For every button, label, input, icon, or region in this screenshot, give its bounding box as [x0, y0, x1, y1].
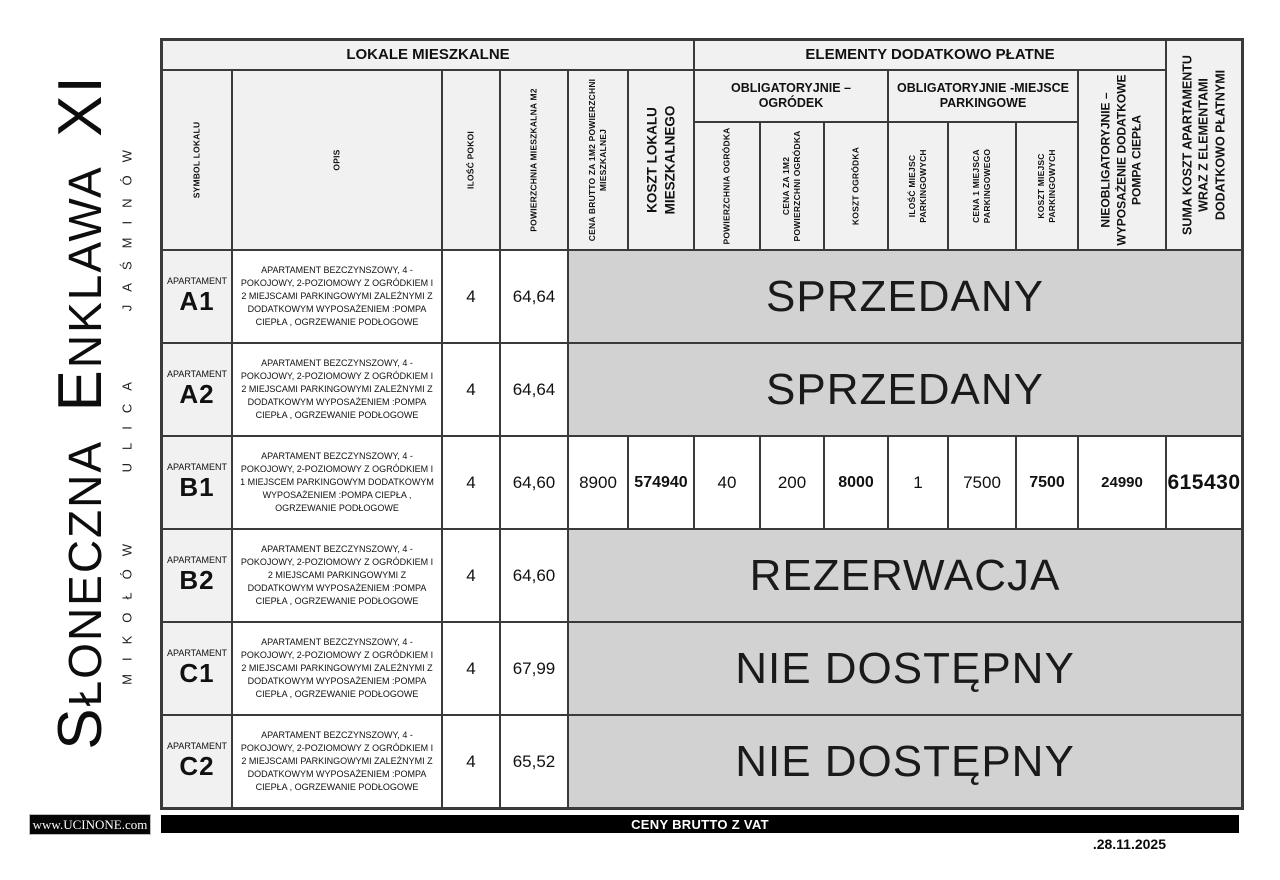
- row-B1-parking-price: 7500: [948, 436, 1016, 529]
- row-B1-garden-price-m2: 200: [760, 436, 824, 529]
- col-header-koszt-lokalu: [628, 70, 694, 250]
- col-header-symbol-label: SYMBOL LOKALU: [191, 121, 202, 199]
- row-B1-description: APARTAMENT BEZCZYNSZOWY, 4 - POKOJOWY, 2-POZIOMOWY Z OGRÓDKIEM I 1 MIEJSCEM PARKINGOWYM DODATKOWYM WYPOSAŻENIEM :POMPA CIEPŁA , OGRZEWANIE PODŁOGOWE: [232, 436, 442, 529]
- row-B1-parking-count: 1: [888, 436, 948, 529]
- row-B2-code: B2: [179, 565, 215, 596]
- price-date: .28.11.2025: [1092, 836, 1166, 852]
- col-header-ilosc-miejsc: [888, 122, 948, 250]
- row-A1-code: A1: [179, 286, 215, 317]
- row-B1-prefix: APARTAMENT: [166, 462, 227, 473]
- row-A1-area: 64,64: [500, 250, 568, 343]
- col-header-koszt-ogrodka-label: KOSZT OGRÓDKA: [850, 146, 861, 226]
- row-B2-description: APARTAMENT BEZCZYNSZOWY, 4 - POKOJOWY, 2-POZIOMOWY Z OGRÓDKIEM I 2 MIEJSCAMI PARKINGOWYMI Z DODATKOWYM WYPOSAŻENIEM :POMPA CIEPŁA , OGRZEWANIE PODŁOGOWE: [232, 529, 442, 622]
- col-header-pow-ogrodka: [694, 122, 760, 250]
- col-header-cena-m2-ogrodka: [760, 122, 824, 250]
- col-header-cena-miejsca-label: CENA 1 MIEJSCA PARKINGOWEGO: [970, 148, 992, 224]
- row-C1-symbol: [162, 622, 232, 715]
- title-word-sloneczna: [46, 439, 115, 750]
- project-location: MIKOŁÓW ULICA JAŚMINÓW: [119, 137, 135, 685]
- col-header-symbol-lokalu: [162, 70, 232, 250]
- row-A2-rooms: 4: [442, 343, 500, 436]
- row-B1-parking-cost: 7500: [1016, 436, 1078, 529]
- row-B1-heat-pump-cost: 24990: [1078, 436, 1166, 529]
- row-B2-area: 64,60: [500, 529, 568, 622]
- row-A2-description: APARTAMENT BEZCZYNSZOWY, 4 - POKOJOWY, 2-POZIOMOWY Z OGRÓDKIEM I 2 MIEJSCAMI PARKINGOWYMI ZALEŻNYMI Z DODATKOWYM WYPOSAŻENIEM :POMPA CIEPŁA , OGRZEWANIE PODŁOGOWE: [232, 343, 442, 436]
- row-C2-status: NIE DOSTĘPNY: [568, 715, 1242, 808]
- col-header-opis-label: OPIS: [331, 149, 342, 171]
- row-B2-rooms: 4: [442, 529, 500, 622]
- row-A2-prefix: APARTAMENT: [166, 369, 227, 380]
- row-A1-description: APARTAMENT BEZCZYNSZOWY, 4 - POKOJOWY, 2-POZIOMOWY Z OGRÓDKIEM I 2 MIEJSCAMI PARKINGOWYMI ZALEŻNYMI Z DODATKOWYM WYPOSAŻENIEM :POMPA CIEPŁA , OGRZEWANIE PODŁOGOWE: [232, 250, 442, 343]
- row-C1-rooms: 4: [442, 622, 500, 715]
- col-header-opis: [232, 70, 442, 250]
- row-B2-prefix: APARTAMENT: [166, 555, 227, 566]
- title-cap: S: [46, 706, 115, 750]
- col-header-pompa-ciepla: [1078, 70, 1166, 250]
- col-header-koszt-miejsc: [1016, 122, 1078, 250]
- row-B1-total: 615430: [1166, 436, 1242, 529]
- col-header-koszt-miejsc-label: KOSZT MIEJSC PARKINGOWYCH: [1035, 149, 1057, 223]
- footer-bar: [161, 815, 1239, 833]
- row-C2-prefix: APARTAMENT: [166, 741, 227, 752]
- section-lokale-mieszkalne: LOKALE MIESZKALNE: [162, 40, 694, 70]
- title-rest: ŁONECZNA: [59, 439, 111, 707]
- row-A1-rooms: 4: [442, 250, 500, 343]
- col-header-pompa-label: NIEOBLIGATORYJNIE – WYPOSAŻENIE DODATKOWE POMPA CIEPŁA: [1098, 74, 1144, 246]
- row-C2-code: C2: [179, 751, 215, 782]
- title-cap: XI: [46, 74, 115, 137]
- row-B1-garden-cost: 8000: [824, 436, 888, 529]
- title-rest: NKLAWA: [59, 165, 111, 369]
- col-header-suma: [1166, 40, 1242, 250]
- project-title: [46, 74, 115, 750]
- row-C1-description: APARTAMENT BEZCZYNSZOWY, 4 - POKOJOWY, 2-POZIOMOWY Z OGRÓDKIEM I 2 MIEJSCAMI PARKINGOWYMI ZALEŻNYMI Z DODATKOWYM WYPOSAŻENIEM :POMPA CIEPŁA , OGRZEWANIE PODŁOGOWE: [232, 622, 442, 715]
- row-B1-unit-cost: 574940: [628, 436, 694, 529]
- section-elementy-dodatkowe: ELEMENTY DODATKOWO PŁATNE: [694, 40, 1166, 70]
- row-C2-symbol: [162, 715, 232, 808]
- row-C1-code: C1: [179, 658, 215, 689]
- row-A2-status: SPRZEDANY: [568, 343, 1242, 436]
- row-B2-status: REZERWACJA: [568, 529, 1242, 622]
- row-B2-symbol: [162, 529, 232, 622]
- row-B1-garden-area: 40: [694, 436, 760, 529]
- col-header-powierzchnia-label: POWIERZCHNIA MIESZKALNA M2: [528, 88, 539, 232]
- row-C2-description: APARTAMENT BEZCZYNSZOWY, 4 - POKOJOWY, 2-POZIOMOWY Z OGRÓDKIEM I 2 MIEJSCAMI PARKINGOWYMI ZALEŻNYMI Z DODATKOWYM WYPOSAŻENIEM :POMPA CIEPŁA , OGRZEWANIE PODŁOGOWE: [232, 715, 442, 808]
- website-label: www.UCINONE.com: [32, 816, 148, 832]
- row-B1-code: B1: [179, 472, 215, 503]
- row-A2-code: A2: [179, 379, 215, 410]
- col-header-cena-m2-label: CENA BRUTTO ZA 1M2 POWIERZCHNI MIESZKALNEJ: [586, 78, 608, 242]
- row-B1-rooms: 4: [442, 436, 500, 529]
- row-A2-area: 64,64: [500, 343, 568, 436]
- title-word-xi: [46, 74, 115, 137]
- row-B1-price-per-m2: 8900: [568, 436, 628, 529]
- row-C1-area: 67,99: [500, 622, 568, 715]
- row-B1-symbol: [162, 436, 232, 529]
- title-cap: E: [46, 368, 115, 412]
- row-A2-symbol: [162, 343, 232, 436]
- col-header-powierzchnia: [500, 70, 568, 250]
- row-A1-symbol: [162, 250, 232, 343]
- col-header-cena-m2: [568, 70, 628, 250]
- col-header-ilosc-pokoi-label: ILOŚĆ POKOI: [465, 131, 476, 189]
- col-header-suma-label: SUMA KOSZT APARTAMENTU WRAZ Z ELEMENTAMI DODATKOWO PŁATNYMI: [1180, 55, 1228, 235]
- row-C2-area: 65,52: [500, 715, 568, 808]
- col-header-cena-miejsca: [948, 122, 1016, 250]
- row-C2-rooms: 4: [442, 715, 500, 808]
- col-header-koszt-lokalu-label: KOSZT LOKALU MIESZKALNEGO: [644, 105, 677, 215]
- title-word-enklawa: [46, 165, 115, 412]
- col-header-koszt-ogrodka: [824, 122, 888, 250]
- row-A1-prefix: APARTAMENT: [166, 276, 227, 287]
- row-A1-status: SPRZEDANY: [568, 250, 1242, 343]
- section-obligatoryjnie-parking: OBLIGATORYJNIE -MIEJSCE PARKINGOWE: [888, 70, 1078, 122]
- col-header-ilosc-pokoi: [442, 70, 500, 250]
- col-header-ilosc-miejsc-label: ILOŚĆ MIEJSC PARKINGOWYCH: [906, 149, 928, 223]
- website-box: [29, 814, 151, 835]
- row-C1-prefix: APARTAMENT: [166, 648, 227, 659]
- row-B1-area: 64,60: [500, 436, 568, 529]
- price-table: [160, 38, 1244, 810]
- section-obligatoryjnie-ogrodek: OBLIGATORYJNIE – OGRÓDEK: [694, 70, 888, 122]
- col-header-pow-ogrodka-label: POWIERZCHNIA OGRÓDKA: [721, 127, 732, 245]
- col-header-cena-m2-ogrodka-label: CENA ZA 1M2 POWIERZCHNI OGRÓDKA: [780, 130, 802, 242]
- footer-note: CENY BRUTTO Z VAT: [631, 816, 769, 832]
- row-C1-status: NIE DOSTĘPNY: [568, 622, 1242, 715]
